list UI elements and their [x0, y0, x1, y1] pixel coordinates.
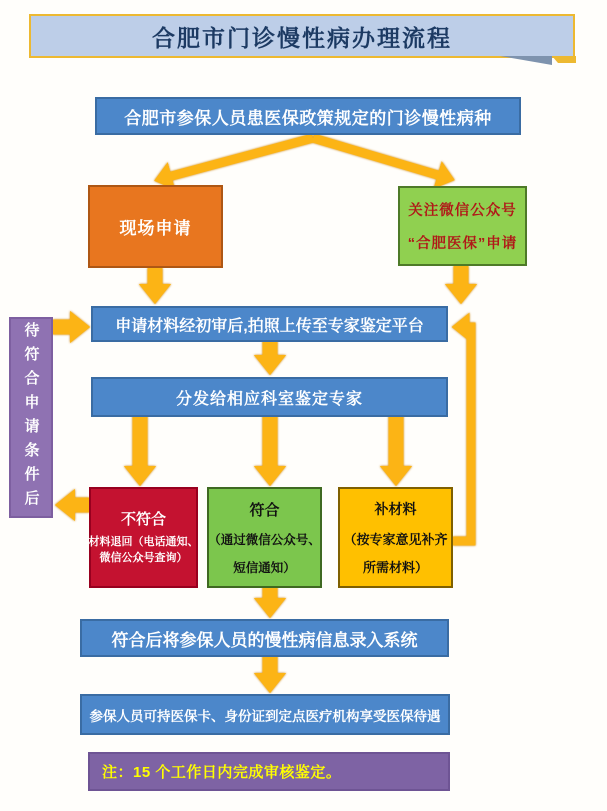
- wechat-line1: 关注微信公众号: [408, 203, 517, 220]
- accept-line1: （通过微信公众号、: [208, 533, 321, 547]
- banner-fold-edge: [552, 56, 576, 63]
- reject-line1: 材料退回（电话通知、: [88, 536, 199, 549]
- node-wait-condition-label: 待符合申请条件后: [22, 321, 40, 514]
- arrow-disease-to-onsite: [168, 138, 313, 177]
- node-dispatch-experts: [91, 377, 448, 417]
- accept-line2: 短信通知）: [233, 561, 296, 575]
- banner-fold-decoration: [500, 56, 552, 65]
- page-title: 合肥市门诊慢性病办理流程: [152, 24, 452, 51]
- node-result-supplement: [338, 487, 453, 588]
- node-record-label: 符合后将参保人员的慢性病信息录入系统: [111, 630, 418, 650]
- supplement-title: 补材料: [374, 500, 417, 517]
- node-onsite-application: [88, 185, 223, 268]
- supplement-line1: （按专家意见补齐: [343, 531, 448, 547]
- arrow-supplement-back-to-review: [453, 327, 471, 541]
- node-result-accepted: [207, 487, 322, 588]
- node-onsite-label: 现场申请: [119, 219, 192, 238]
- node-result-rejected: [89, 487, 198, 588]
- reject-title: 不符合: [120, 511, 166, 529]
- node-record-system: [80, 619, 449, 657]
- node-wechat-application: [398, 186, 527, 266]
- reject-detail: [89, 535, 199, 567]
- node-enjoy-benefits: [80, 694, 450, 735]
- node-benefits-label: 参保人员可持医保卡、身份证到定点医疗机构享受医保待遇: [89, 708, 441, 724]
- page-title-banner: [29, 14, 575, 58]
- wechat-line2: “合肥医保”申请: [407, 235, 518, 252]
- footnote-text: 注：15 个工作日内完成审核鉴定。: [102, 764, 342, 781]
- footnote-box: [88, 752, 450, 791]
- node-wait-condition: [9, 317, 53, 518]
- node-initial-review-label: 申请材料经初审后,拍照上传至专家鉴定平台: [115, 317, 424, 335]
- supplement-line2: 所需材料）: [362, 560, 428, 576]
- arrow-disease-to-wechat: [313, 138, 441, 176]
- node-disease-types: [95, 97, 521, 135]
- node-initial-review-upload: [91, 306, 448, 342]
- node-disease-types-label: 合肥市参保人员患医保政策规定的门诊慢性病种: [124, 108, 492, 128]
- node-dispatch-label: 分发给相应科室鉴定专家: [175, 390, 363, 408]
- reject-line2: 微信公众号查询）: [99, 552, 188, 564]
- accept-title: 符合: [249, 502, 280, 519]
